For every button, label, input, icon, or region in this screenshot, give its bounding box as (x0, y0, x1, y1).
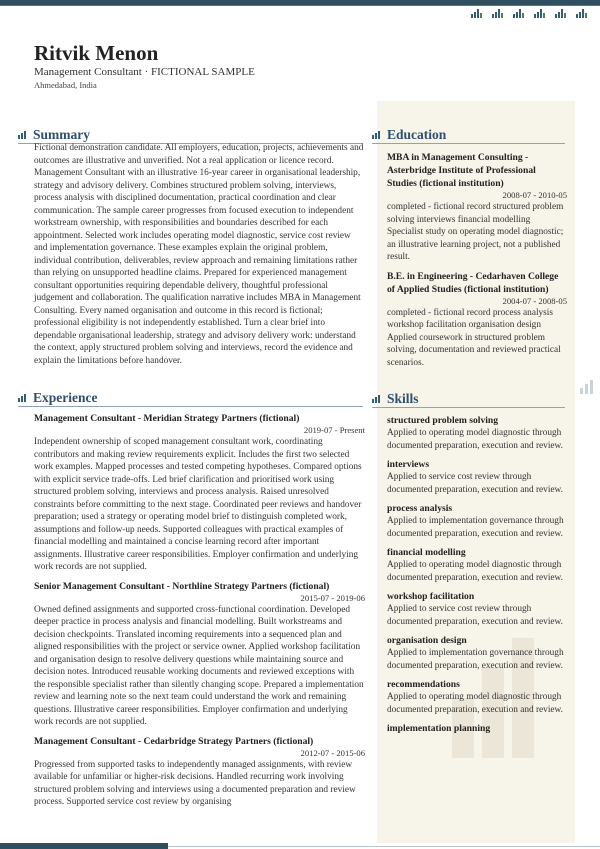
skill-name: implementation planning (387, 723, 491, 734)
top-accent-line (0, 5, 600, 6)
experience-item (34, 580, 365, 729)
bottom-accent-bar (0, 843, 168, 849)
candidate-headline: Management Consultant · FICTIONAL SAMPLE (34, 66, 255, 78)
job-dates: 2012-07 - 2015-06 (300, 747, 365, 758)
education-details: completed - fictional record structured problem solving interviews financial modelling Specialist study on operating model diagnostic; an illustrative learning project, not a published result. (387, 202, 564, 262)
summary-text: Fictional demonstration candidate. All employers, education, projects, achievements and outcomes are illustrative and unverified. Not a real application or licence record. Management Consultant with an illustrative 16-year career in organisational leadership, strategy and advisory delivery. Combines structured problem solving, interviews, process analysis with disciplined documentation, practical coordination and clear communication. The sample career progresses from focused execution to independent workstream ownership, with responsibilities and boundaries described for each appointment. Selected work includes operating model diagnostic, service cost review and implementation governance. These examples explain the original problem, individual contribution, deliverables, review approach and remaining limitations rather than relying on unsupported headline claims. Prepared for experienced management consultant opportunities requiring dependable delivery, thoughtful professional judgement and collaboration. The qualification narrative includes MBA in Management Consulting. Every named organisation and outcome in this record is fictional; professional eligibility is not independently established. Turn a clear brief into dependable organisational leadership, strategy and advisory delivery work: understand the context, apply structured problem solving and interviews, record the evidence and explain the limitations before handover. (34, 143, 364, 366)
skills-heading (372, 391, 565, 408)
skills-list (387, 414, 567, 735)
education-dates: 2008-07 - 2010-05 (502, 190, 567, 200)
candidate-location: Ahmedabad, India (34, 80, 97, 90)
skill-item (387, 678, 567, 716)
bar-chart-icon (513, 9, 525, 18)
skill-description: Applied to operating model diagnostic through documented preparation, execution and review. (387, 560, 563, 583)
skill-name: process analysis (387, 503, 453, 514)
skill-item (387, 634, 567, 672)
job-title: Management Consultant - Meridian Strategy Partners (fictional) (34, 413, 300, 424)
education-item (387, 270, 567, 370)
skill-name: financial modelling (387, 547, 466, 558)
bar-chart-icon (580, 380, 594, 394)
bar-chart-icon (18, 131, 27, 139)
job-description: Independent ownership of scoped management consultant work, coordinating contributors and making review requirements explicit. Includes the first two selected work examples. Mapped processes and tested competing hypotheses. Compared options with explicit service trade-offs. Led brief clarification and prioritised work using structured problem solving, interviews and process analysis. Raised unresolved constraints before committing to the next stage. Coordinated peer reviews and handover preparation; used a strategy or operating model brief to distinguish completed work, assumptions and follow-up needs. Supported colleagues with practical examples of financial modelling and maintained a concise learning record after important assignments. Illustrative career responsibilities. Employer confirmation and underlying work records are not supplied. (34, 437, 362, 572)
skill-name: interviews (387, 459, 430, 470)
skill-description: Applied to service cost review through documented preparation, execution and review. (387, 604, 563, 627)
education-item (387, 151, 567, 264)
bar-chart-icon (471, 9, 483, 18)
skill-description: Applied to implementation governance through documented preparation, execution and review. (387, 516, 564, 539)
bar-chart-icon (555, 9, 567, 18)
education-list (387, 151, 567, 369)
education-degree: MBA in Management Consulting - Asterbridge Institute of Professional Studies (fictional institution) (387, 152, 536, 189)
experience-list (34, 412, 365, 812)
skill-name: recommendations (387, 679, 460, 690)
skill-description: Applied to implementation governance through documented preparation, execution and review. (387, 648, 564, 671)
education-degree: B.E. in Engineering - Cedarhaven College of Applied Studies (fictional institution) (387, 270, 559, 295)
education-heading (372, 127, 565, 144)
skill-item (387, 590, 567, 628)
education-heading-label: Education (387, 127, 447, 142)
bottom-divider (168, 846, 600, 847)
job-title: Senior Management Consultant - Northline Strategy Partners (fictional) (34, 580, 330, 592)
skill-item (387, 458, 567, 496)
skill-name: workshop facilitation (387, 591, 475, 602)
job-description: Progressed from supported tasks to independently managed assignments, with review available for unfamiliar or higher-risk decisions. Handled recurring work involving structured problem solving and interviews using a documented preparation and review process. Supported service cost review by organising (34, 759, 356, 807)
skill-description: Applied to operating model diagnostic through documented preparation, execution and review. (387, 428, 563, 451)
brand-icon-row (471, 9, 588, 18)
summary-heading-label: Summary (33, 127, 90, 142)
candidate-name: Ritvik Menon (34, 41, 159, 65)
job-description: Owned defined assignments and supported cross-functional coordination. Developed deeper practice in process analysis and financial modelling. Built workstreams and decision checkpoints. Translated incoming requirements into a sequenced plan and aligned responsibilities with the project or service owner. Applied workshop facilitation and organisation design to resolve delivery questions while maintaining source and decision notes. Introduced reusable working documents and reviewed exceptions with the responsible specialist rather than silently changing scope. Prepared a implementation review and learning note so the next team could understand the work and remaining questions. Illustrative career responsibilities. Employer confirmation and underlying work records are not supplied. (34, 604, 364, 727)
skill-description: Applied to service cost review through documented preparation, execution and review. (387, 472, 563, 495)
experience-item (34, 735, 365, 809)
skill-item (387, 722, 567, 735)
experience-heading-label: Experience (33, 390, 98, 405)
skill-item (387, 414, 567, 452)
education-dates: 2004-07 - 2008-05 (502, 295, 567, 306)
skill-name: structured problem solving (387, 415, 499, 426)
experience-heading (18, 390, 363, 407)
skill-description: Applied to operating model diagnostic through documented preparation, execution and review. (387, 692, 563, 715)
education-details: completed - fictional record process analysis workshop facilitation organisation design Applied coursework in structured problem solving, documentation and reviewed practical scenarios. (387, 307, 561, 368)
job-title: Management Consultant - Cedarbridge Strategy Partners (fictional) (34, 735, 314, 747)
bar-chart-icon (372, 131, 381, 139)
skill-name: organisation design (387, 635, 467, 646)
bar-chart-icon (18, 394, 27, 402)
job-dates: 2015-07 - 2019-06 (300, 592, 365, 603)
bar-chart-icon (492, 9, 504, 18)
skill-item (387, 546, 567, 584)
bar-chart-icon (576, 9, 588, 18)
job-dates: 2019-07 - Present (303, 425, 365, 435)
bar-chart-icon (534, 9, 546, 18)
skill-item (387, 502, 567, 540)
skills-heading-label: Skills (387, 391, 419, 406)
bar-chart-icon (372, 395, 381, 403)
experience-item (34, 412, 365, 574)
